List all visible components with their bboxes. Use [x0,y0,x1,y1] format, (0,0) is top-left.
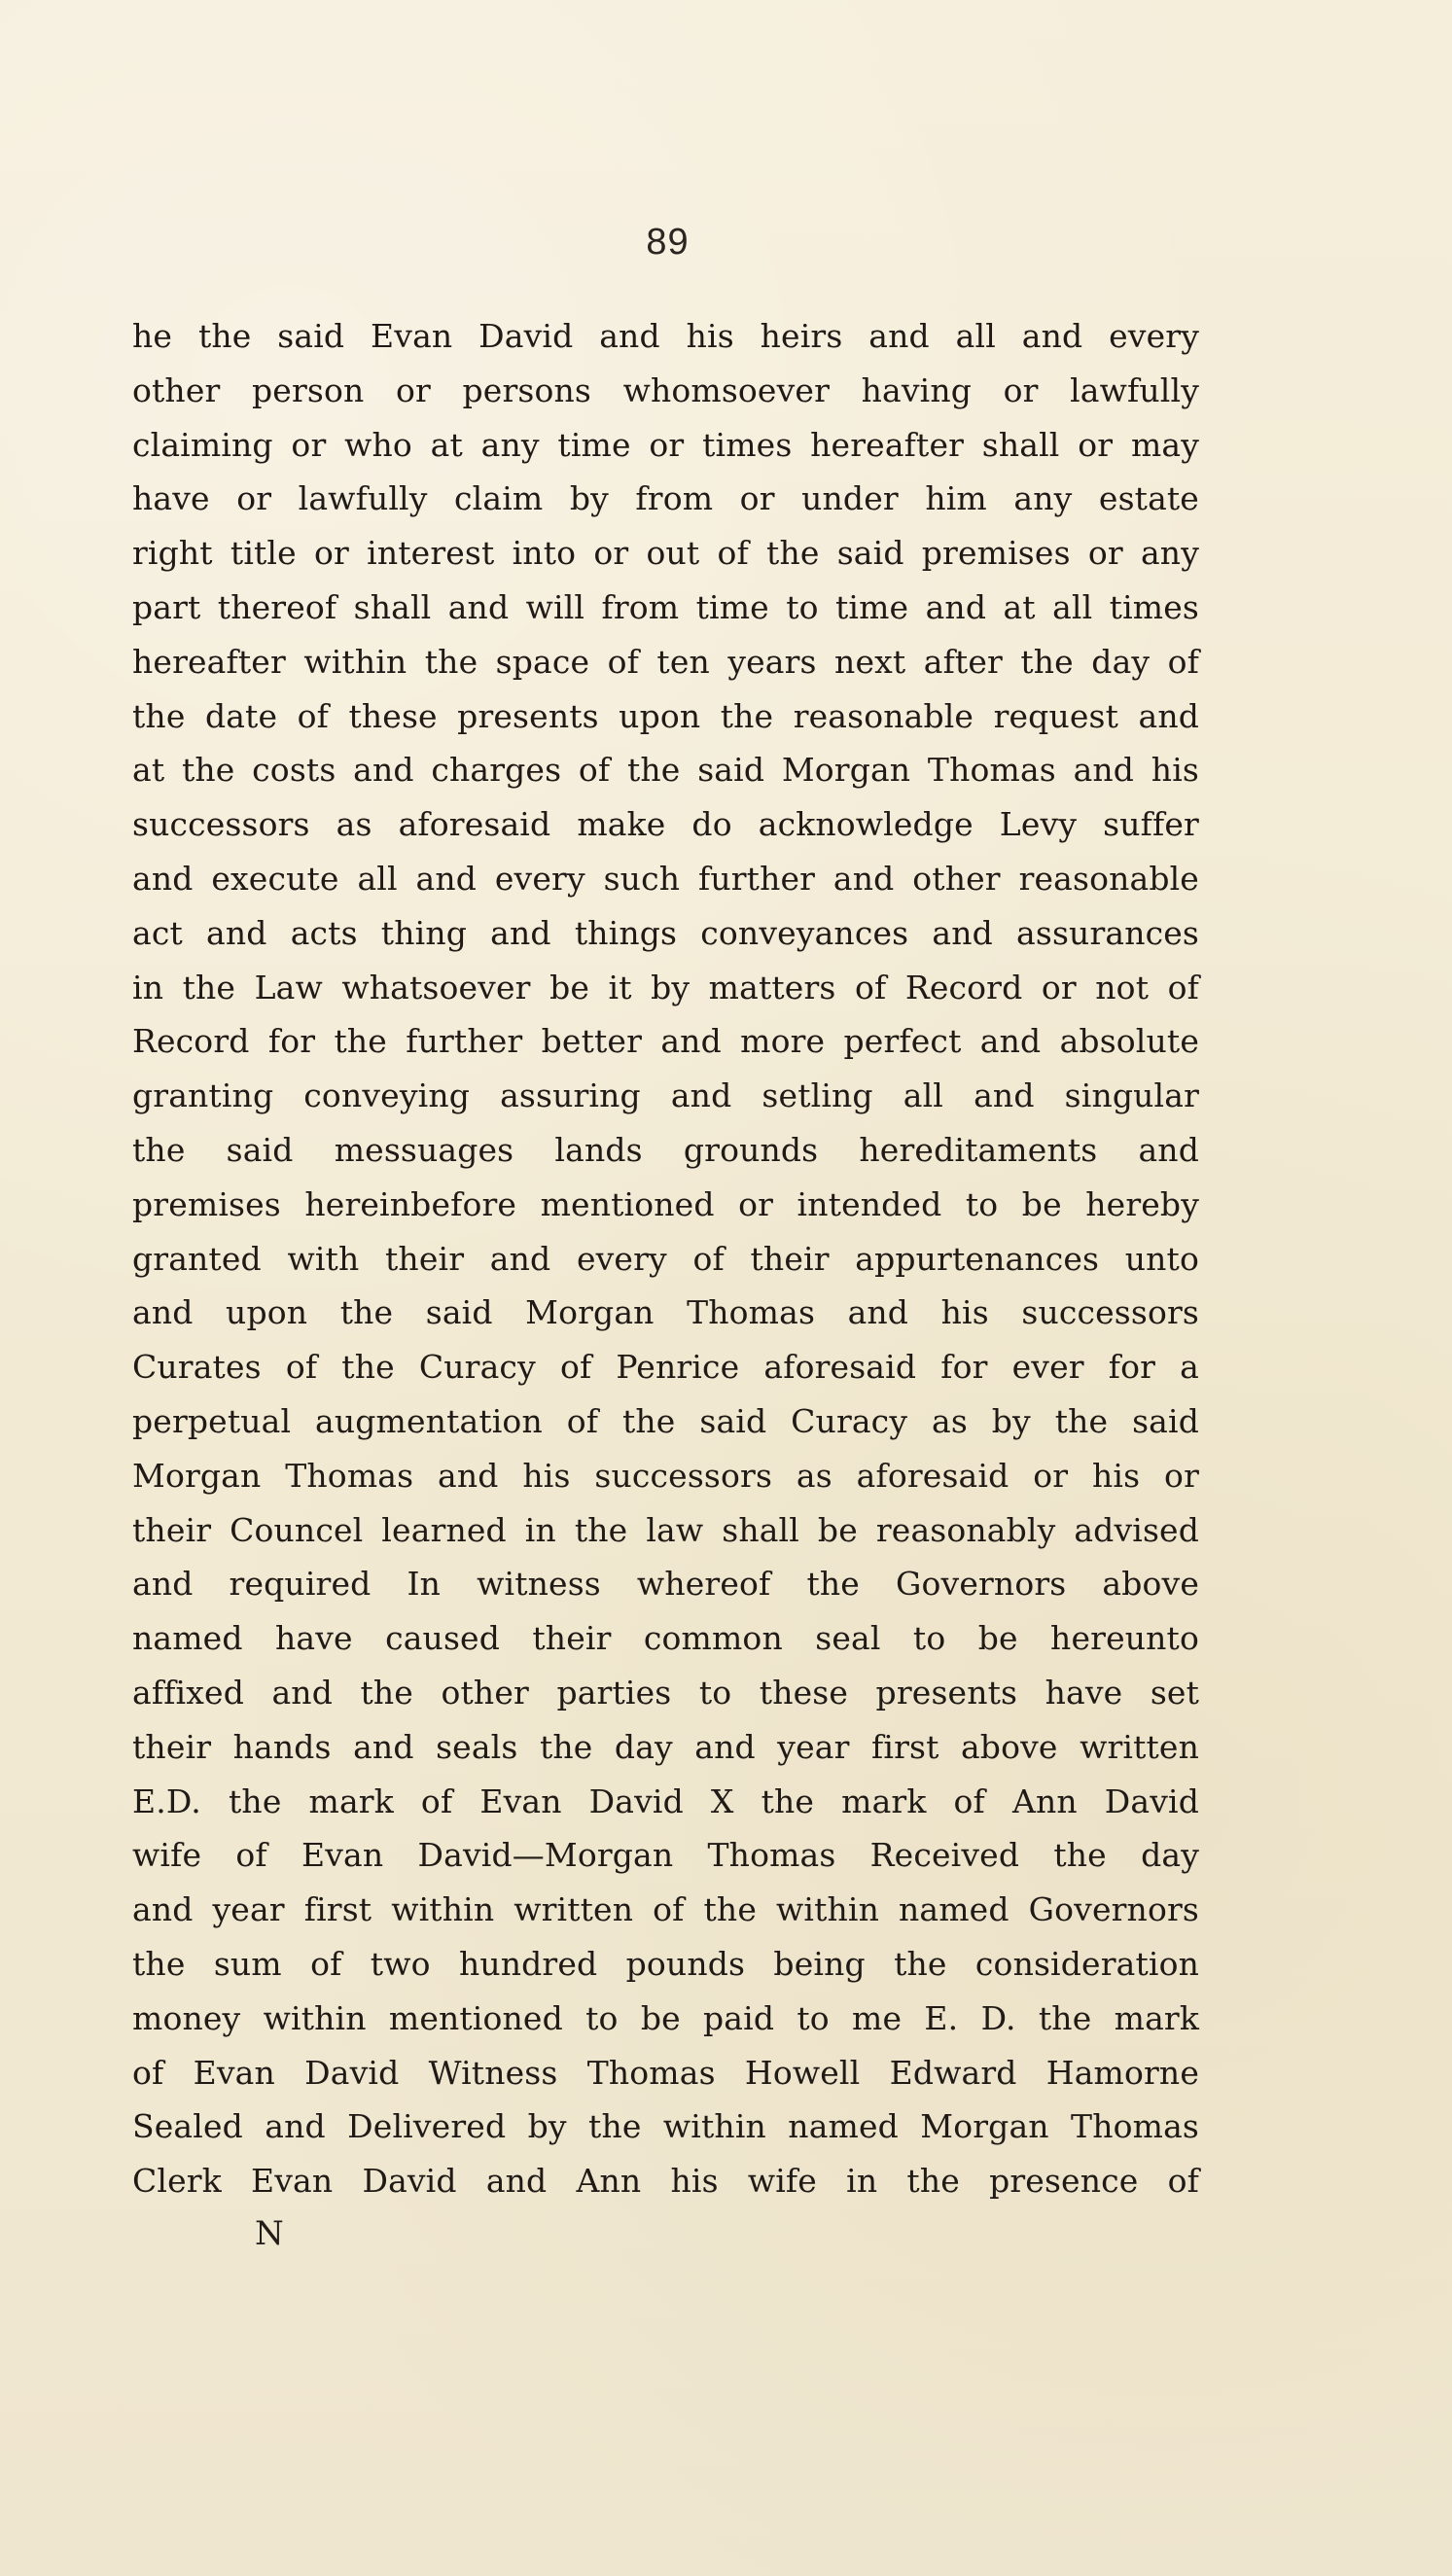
text-line-13: in the Law whatsoever be it by matters of Record or not of [132,968,1199,1006]
text-line-9: at the costs and charges of the said Morgan Thomas and his [132,751,1199,790]
text-line-10: successors as aforesaid make do acknowledge Levy suffer [132,805,1199,844]
text-line-35: Clerk Evan David and Ann his wife in the presence of [132,2162,1199,2201]
text-line-23: their Councel learned in the law shall be reasonably advised [132,1510,1199,1549]
text-line-18: granted with their and every of their appurtenances unto [132,1239,1199,1278]
text-line-7: hereafter within the space of ten years next after the day of [132,642,1199,681]
text-line-24: and required In witness whereof the Governors above [132,1565,1199,1604]
document-text [132,309,1199,2208]
text-line-1: he the said Evan David and his heirs and all and every [132,317,1199,355]
text-line-14: Record for the further better and more perfect and absolute [132,1022,1199,1061]
text-line-22: Morgan Thomas and his successors as aforesaid or his or [132,1456,1199,1495]
text-line-29: wife of Evan David—Morgan Thomas Received the day [132,1836,1199,1875]
text-line-26: affixed and the other parties to these presents have set [132,1673,1199,1711]
text-line-33: of Evan David Witness Thomas Howell Edward Hamorne [132,2053,1199,2092]
text-line-12: act and acts thing and things conveyances and assurances [132,913,1199,952]
text-line-17: premises hereinbefore mentioned or intended to be hereby [132,1184,1199,1223]
text-line-5: right title or interest into or out of the said premises or any [132,534,1199,573]
page-number: 89 [646,222,690,263]
text-line-20: Curates of the Curacy of Penrice aforesaid for ever for a [132,1348,1199,1387]
text-line-15: granting conveying assuring and setling all and singular [132,1076,1199,1115]
text-line-19: and upon the said Morgan Thomas and his successors [132,1293,1199,1332]
footer-mark: N [255,2214,284,2253]
text-line-4: have or lawfully claim by from or under him any estate [132,479,1199,518]
text-line-6: part thereof shall and will from time to time and at all times [132,587,1199,626]
text-line-25: named have caused their common seal to be hereunto [132,1619,1199,1658]
text-line-21: perpetual augmentation of the said Curacy as by the said [132,1401,1199,1440]
text-line-3: claiming or who at any time or times hereafter shall or may [132,425,1199,464]
text-line-28: E.D. the mark of Evan David X the mark of Ann David [132,1782,1199,1820]
text-line-2: other person or persons whomsoever having or lawfully [132,371,1199,409]
text-line-27: their hands and seals the day and year first above written [132,1727,1199,1766]
text-line-31: the sum of two hundred pounds being the consideration [132,1944,1199,1983]
text-line-8: the date of these presents upon the reasonable request and [132,696,1199,735]
text-line-30: and year first within written of the within named Governors [132,1890,1199,1929]
text-line-11: and execute all and every such further and other reasonable [132,859,1199,898]
text-line-16: the said messuages lands grounds hereditaments and [132,1130,1199,1169]
text-line-34: Sealed and Delivered by the within named Morgan Thomas [132,2107,1199,2146]
text-line-32: money within mentioned to be paid to me E. D. the mark [132,1998,1199,2037]
